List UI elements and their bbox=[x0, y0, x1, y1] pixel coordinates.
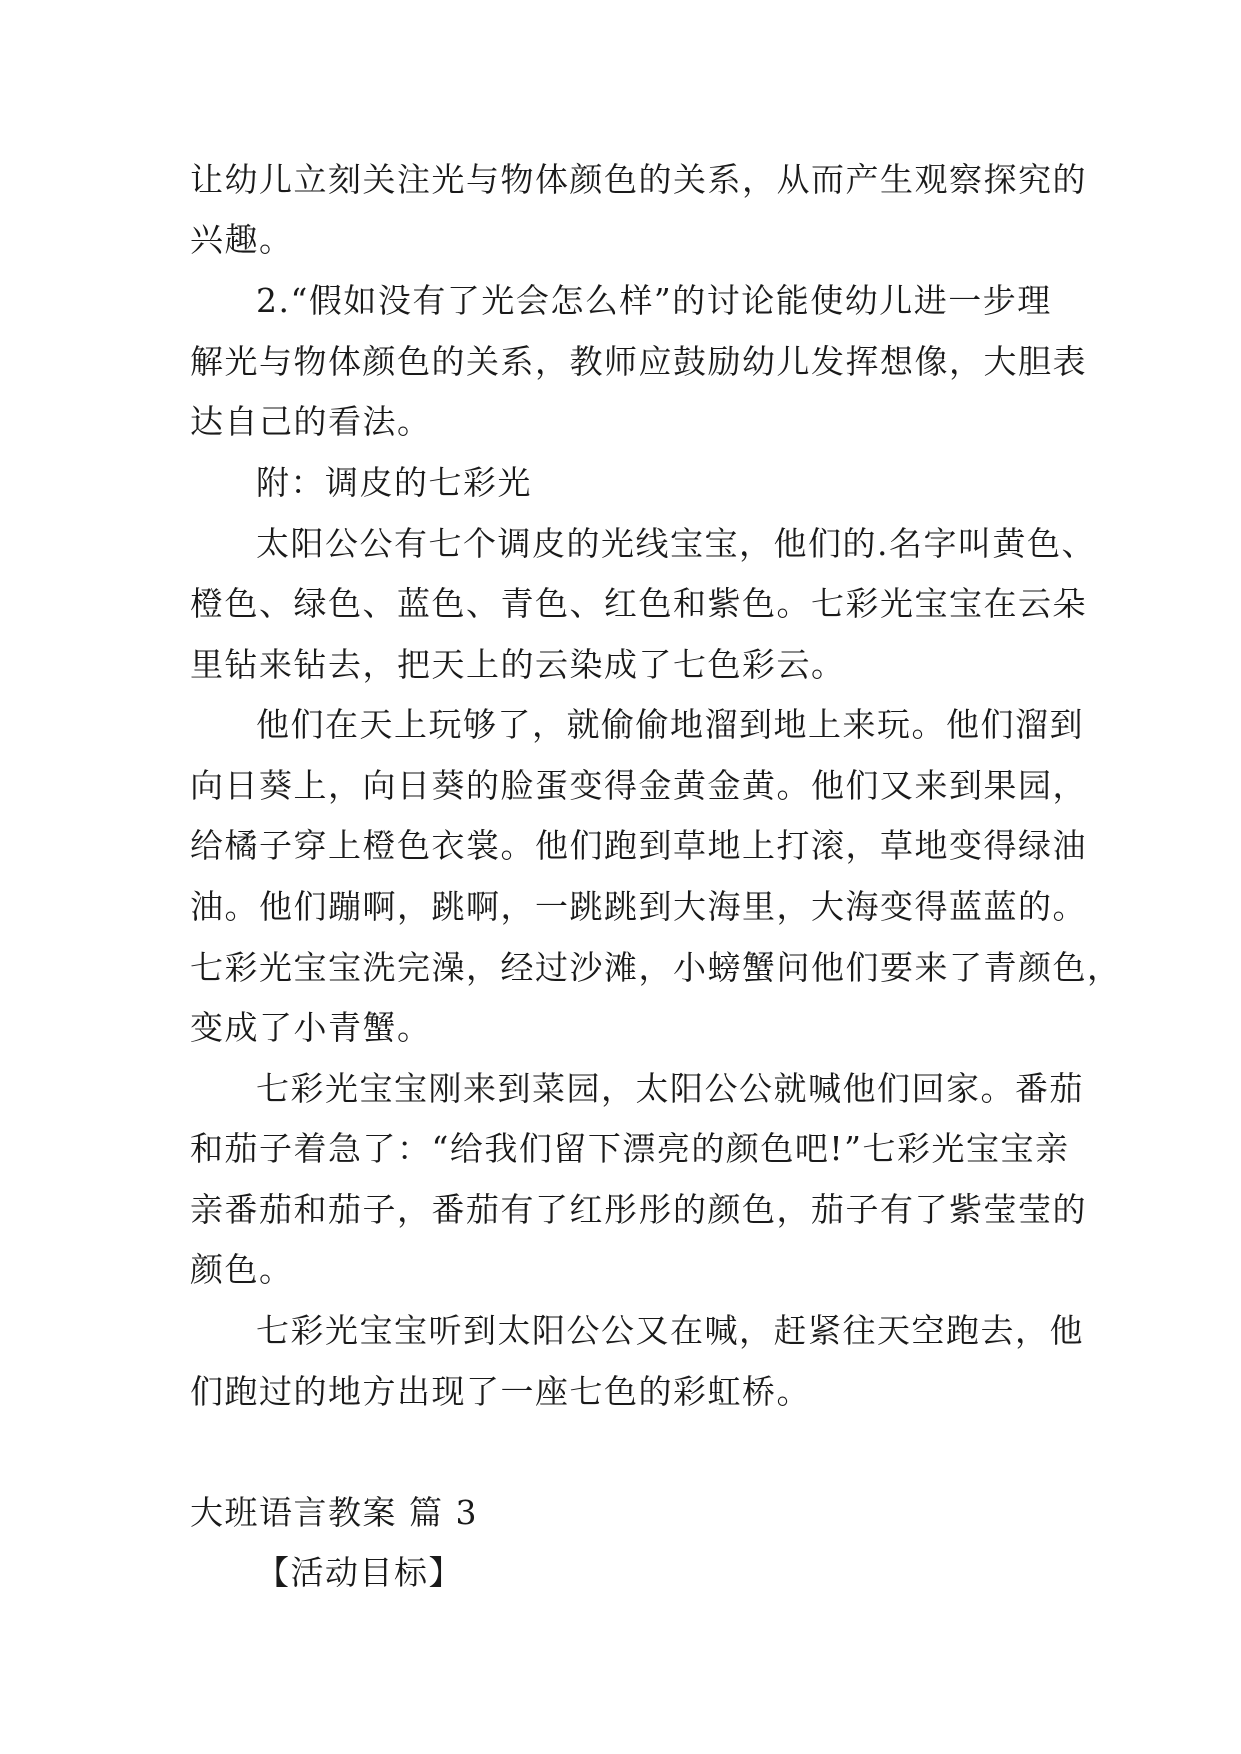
text-line: 向日葵上，向日葵的脸蛋变得金黄金黄。他们又来到果园， bbox=[190, 766, 1087, 805]
text-line: 七彩光宝宝洗完澡，经过沙滩，小螃蟹问他们要来了青颜色， bbox=[190, 948, 1122, 987]
text-line: 们跑过的地方出现了一座七色的彩虹桥。 bbox=[190, 1372, 811, 1411]
appendix-title: 附：调皮的七彩光 bbox=[256, 463, 532, 502]
text-line: 里钻来钻去，把天上的云染成了七色彩云。 bbox=[190, 645, 846, 684]
text-line: 变成了小青蟹。 bbox=[190, 1008, 432, 1047]
text-line: 给橘子穿上橙色衣裳。他们跑到草地上打滚，草地变得绿油 bbox=[190, 826, 1087, 865]
text-line: 他们在天上玩够了，就偷偷地溜到地上来玩。他们溜到 bbox=[256, 705, 1084, 744]
text-line: 解光与物体颜色的关系，教师应鼓励幼儿发挥想像，大胆表 bbox=[190, 342, 1087, 381]
text-line: 让幼儿立刻关注光与物体颜色的关系，从而产生观察探究的 bbox=[190, 160, 1087, 199]
section-heading: 大班语言教案 篇 3 bbox=[190, 1493, 478, 1532]
text-line: 和茄子着急了：“给我们留下漂亮的颜色吧!”七彩光宝宝亲 bbox=[190, 1129, 1070, 1168]
text-line: 太阳公公有七个调皮的光线宝宝，他们的.名字叫黄色、 bbox=[256, 524, 1096, 563]
text-line: 兴趣。 bbox=[190, 220, 294, 259]
text-line: 亲番茄和茄子，番茄有了红彤彤的颜色，茄子有了紫莹莹的 bbox=[190, 1190, 1087, 1229]
text-line: 七彩光宝宝刚来到菜园，太阳公公就喊他们回家。番茄 bbox=[256, 1069, 1084, 1108]
subsection-heading: 【活动目标】 bbox=[256, 1553, 463, 1592]
text-line: 七彩光宝宝听到太阳公公又在喊，赶紧往天空跑去，他 bbox=[256, 1311, 1084, 1350]
text-line: 橙色、绿色、蓝色、青色、红色和紫色。七彩光宝宝在云朵 bbox=[190, 584, 1087, 623]
text-line: 2.“假如没有了光会怎么样”的讨论能使幼儿进一步理 bbox=[256, 281, 1052, 320]
text-line: 颜色。 bbox=[190, 1250, 294, 1289]
text-line: 油。他们蹦啊，跳啊，一跳跳到大海里，大海变得蓝蓝的。 bbox=[190, 887, 1087, 926]
text-line: 达自己的看法。 bbox=[190, 402, 432, 441]
